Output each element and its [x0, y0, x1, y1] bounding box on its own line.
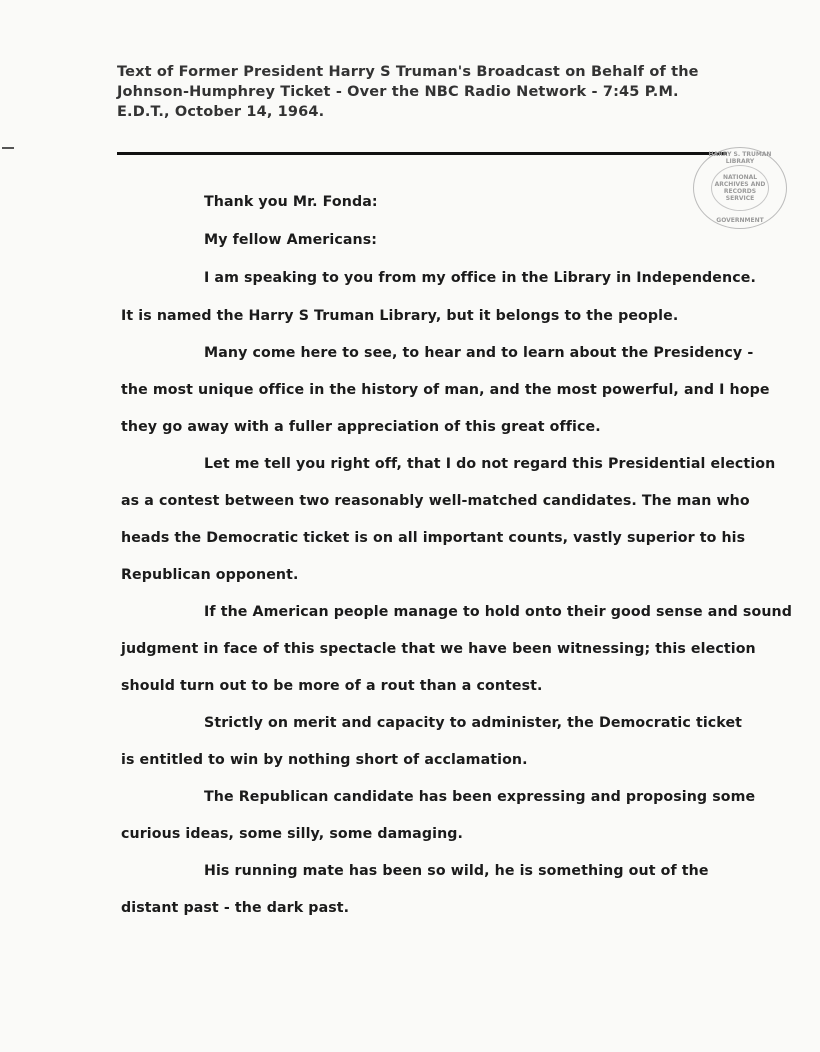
header-rule	[117, 152, 727, 155]
body-line: The Republican candidate has been expressing and proposing some	[204, 789, 756, 805]
body-line: is entitled to win by nothing short of acclamation.	[121, 752, 528, 768]
document-header	[117, 62, 717, 122]
stamp-top-text: HARRY S. TRUMAN LIBRARY	[708, 151, 772, 165]
body-line: I am speaking to you from my office in the Library in Independence.	[204, 270, 756, 286]
body-line: His running mate has been so wild, he is something out of the	[204, 863, 709, 879]
body-line: It is named the Harry S Truman Library, but it belongs to the people.	[121, 308, 679, 324]
stamp-center	[711, 165, 769, 211]
stamp-line-3: RECORDS	[723, 188, 757, 195]
body-line: Republican opponent.	[121, 567, 299, 583]
margin-mark	[2, 147, 14, 149]
body-line: If the American people manage to hold onto their good sense and sound	[204, 604, 792, 620]
header-line-1: Text of Former President Harry S Truman's Broadcast on Behalf of the	[117, 64, 699, 80]
stamp-bottom-text: GOVERNMENT	[716, 217, 764, 224]
body-line: Let me tell you right off, that I do not regard this Presidential election	[204, 456, 776, 472]
body-line: heads the Democratic ticket is on all important counts, vastly superior to his	[121, 530, 746, 546]
body-line: Strictly on merit and capacity to administer, the Democratic ticket	[204, 715, 743, 731]
stamp-line-2: ARCHIVES AND	[714, 181, 766, 188]
header-line-3: E.D.T., October 14, 1964.	[117, 104, 325, 120]
body-line: judgment in face of this spectacle that we have been witnessing; this election	[121, 641, 756, 657]
body-line: curious ideas, some silly, some damaging.	[121, 826, 464, 842]
body-line: should turn out to be more of a rout than a contest.	[121, 678, 543, 694]
body-line: they go away with a fuller appreciation of this great office.	[121, 419, 601, 435]
archive-stamp	[693, 147, 787, 229]
body-line: distant past - the dark past.	[121, 900, 350, 916]
body-line: as a contest between two reasonably well-matched candidates. The man who	[121, 493, 750, 509]
body-line: the most unique office in the history of man, and the most powerful, and I hope	[121, 382, 770, 398]
body-line: My fellow Americans:	[204, 232, 378, 248]
body-line: Many come here to see, to hear and to learn about the Presidency -	[204, 345, 754, 361]
stamp-line-4: SERVICE	[725, 195, 755, 202]
stamp-line-1: NATIONAL	[722, 174, 758, 181]
body-line: Thank you Mr. Fonda:	[204, 194, 378, 210]
header-line-2: Johnson-Humphrey Ticket - Over the NBC Radio Network - 7:45 P.M.	[117, 84, 679, 100]
